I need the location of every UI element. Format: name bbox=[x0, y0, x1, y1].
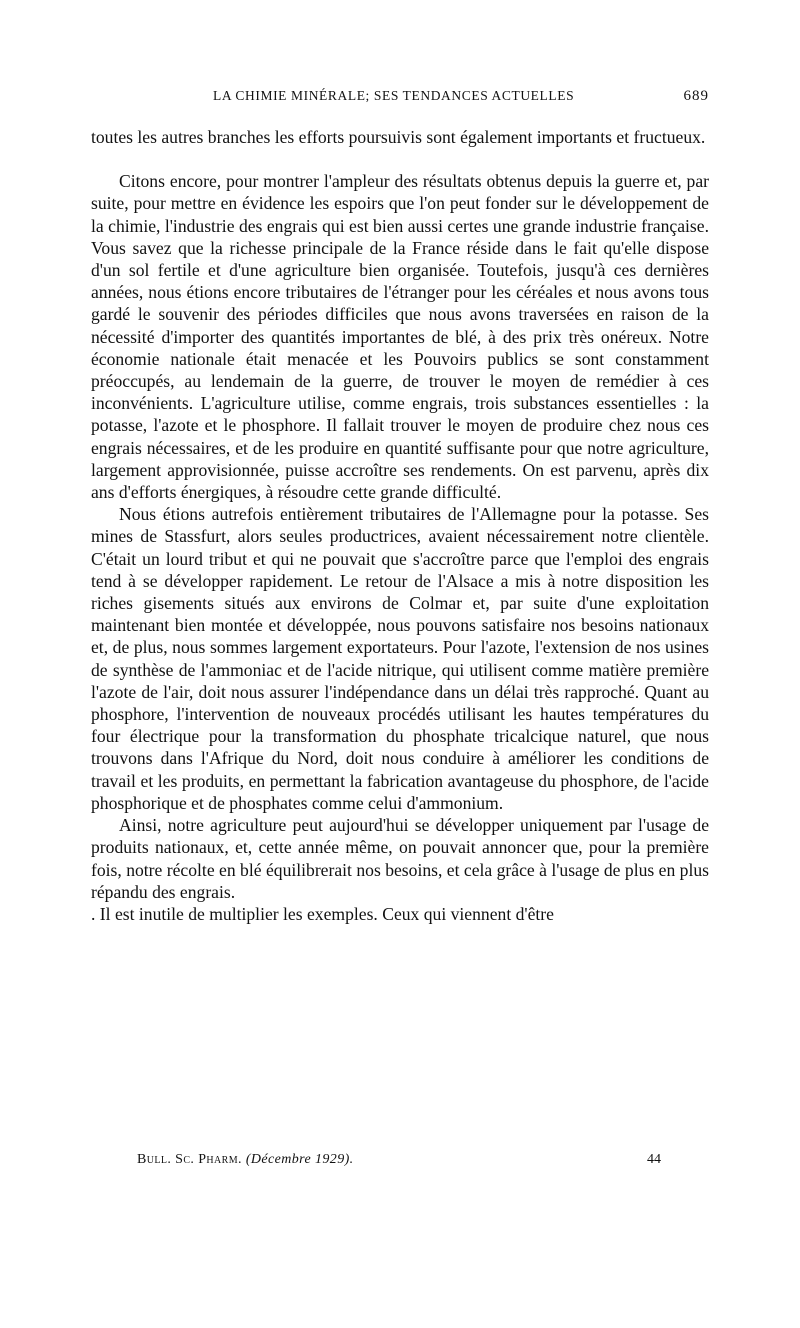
page-number: 689 bbox=[683, 88, 709, 104]
paragraph-agriculture: Ainsi, notre agriculture peut aujourd'hui se développer uniquement par l'usage de produits nationaux, et, cette année même, on pouvait annoncer que, pour la première fois, notre récolte en blé équilibrerait nos besoins, et cela grâce à l'usage de plus en plus répandu des engrais. bbox=[91, 815, 709, 902]
paragraph-potasse: Nous étions autrefois entièrement tributaires de l'Allemagne pour la potasse. Ses mines de Stassfurt, alors seules productrices, avaient nécessairement notre clientèle. C'était un lourd tribut et qui ne pouvait que s'accroître parce que l'emploi des engrais tend à se développer rapidement. Le retour de l'Alsace a mis à notre disposition les riches gisements situés aux environs de Colmar et, par suite d'une exploitation maintenant bien montée et développée, nous pouvons satisfaire nos besoins nationaux et, de plus, nous sommes largement exportateurs. Pour l'azote, l'extension de nos usines de synthèse de l'ammoniac et de l'acide nitrique, qui utilisent comme matière première l'azote de l'air, doit nous assurer l'indépendance dans un délai très rapproché. Quant au phosphore, l'intervention de nouveaux procédés utilisant les hautes températures du four électrique pour la transformation du phosphate tricalcique naturel, que nous trouvons dans l'Afrique du Nord, doit nous conduire à améliorer les conditions de travail et les produits, en permettant la fabrication avantageuse du phosphore, de l'acide phosphorique et de phosphates comme celui d'ammonium. bbox=[91, 504, 709, 813]
running-title: LA CHIMIE MINÉRALE; SES TENDANCES ACTUELLES bbox=[213, 88, 575, 103]
document-page bbox=[91, 88, 709, 1288]
paragraph-engrais: Citons encore, pour montrer l'ampleur des résultats obtenus depuis la guerre et, par suite, pour mettre en évidence les espoirs que l'on peut fonder sur le développement de la chimie, l'industrie des engrais qui est bien aussi certes une grande industrie française. Vous savez que la richesse principale de la France réside dans le fait qu'elle dispose d'un sol fertile et d'une agriculture bien organisée. Toutefois, jusqu'à ces dernières années, nous étions encore tributaires de l'étranger pour les céréales et nous avons tous gardé le souvenir des périodes difficiles que nous avons traversées en raison de la nécessité d'importer des quantités importantes de blé, à des prix très onéreux. Notre économie nationale était menacée et les Pouvoirs publics se sont constamment préoccupés, au lendemain de la guerre, de trouver le moyen de remédier à ces inconvénients. L'agriculture utilise, comme engrais, trois substances essentielles : la potasse, l'azote et le phosphore. Il fallait trouver le moyen de produire chez nous ces engrais nécessaires, et de les produire en quantité suffisante pour que notre agriculture, largement approvisionnée, puisse accroître ses rendements. On est parvenu, après dix ans d'efforts énergiques, à résoudre cette grande difficulté. bbox=[91, 171, 709, 503]
issue-date: (Décembre 1929). bbox=[245, 1152, 354, 1167]
journal-name: Bull. Sc. Pharm. bbox=[137, 1152, 242, 1167]
page-header bbox=[91, 88, 709, 112]
sheet-number: 44 bbox=[647, 1152, 661, 1167]
paragraph-continuation: toutes les autres branches les efforts poursuivis sont également importants et fructueux. bbox=[91, 127, 706, 147]
footer-journal bbox=[137, 1152, 354, 1168]
paragraph-exemples: . Il est inutile de multiplier les exemples. Ceux qui viennent d'être bbox=[91, 903, 554, 924]
body-text bbox=[91, 126, 709, 925]
